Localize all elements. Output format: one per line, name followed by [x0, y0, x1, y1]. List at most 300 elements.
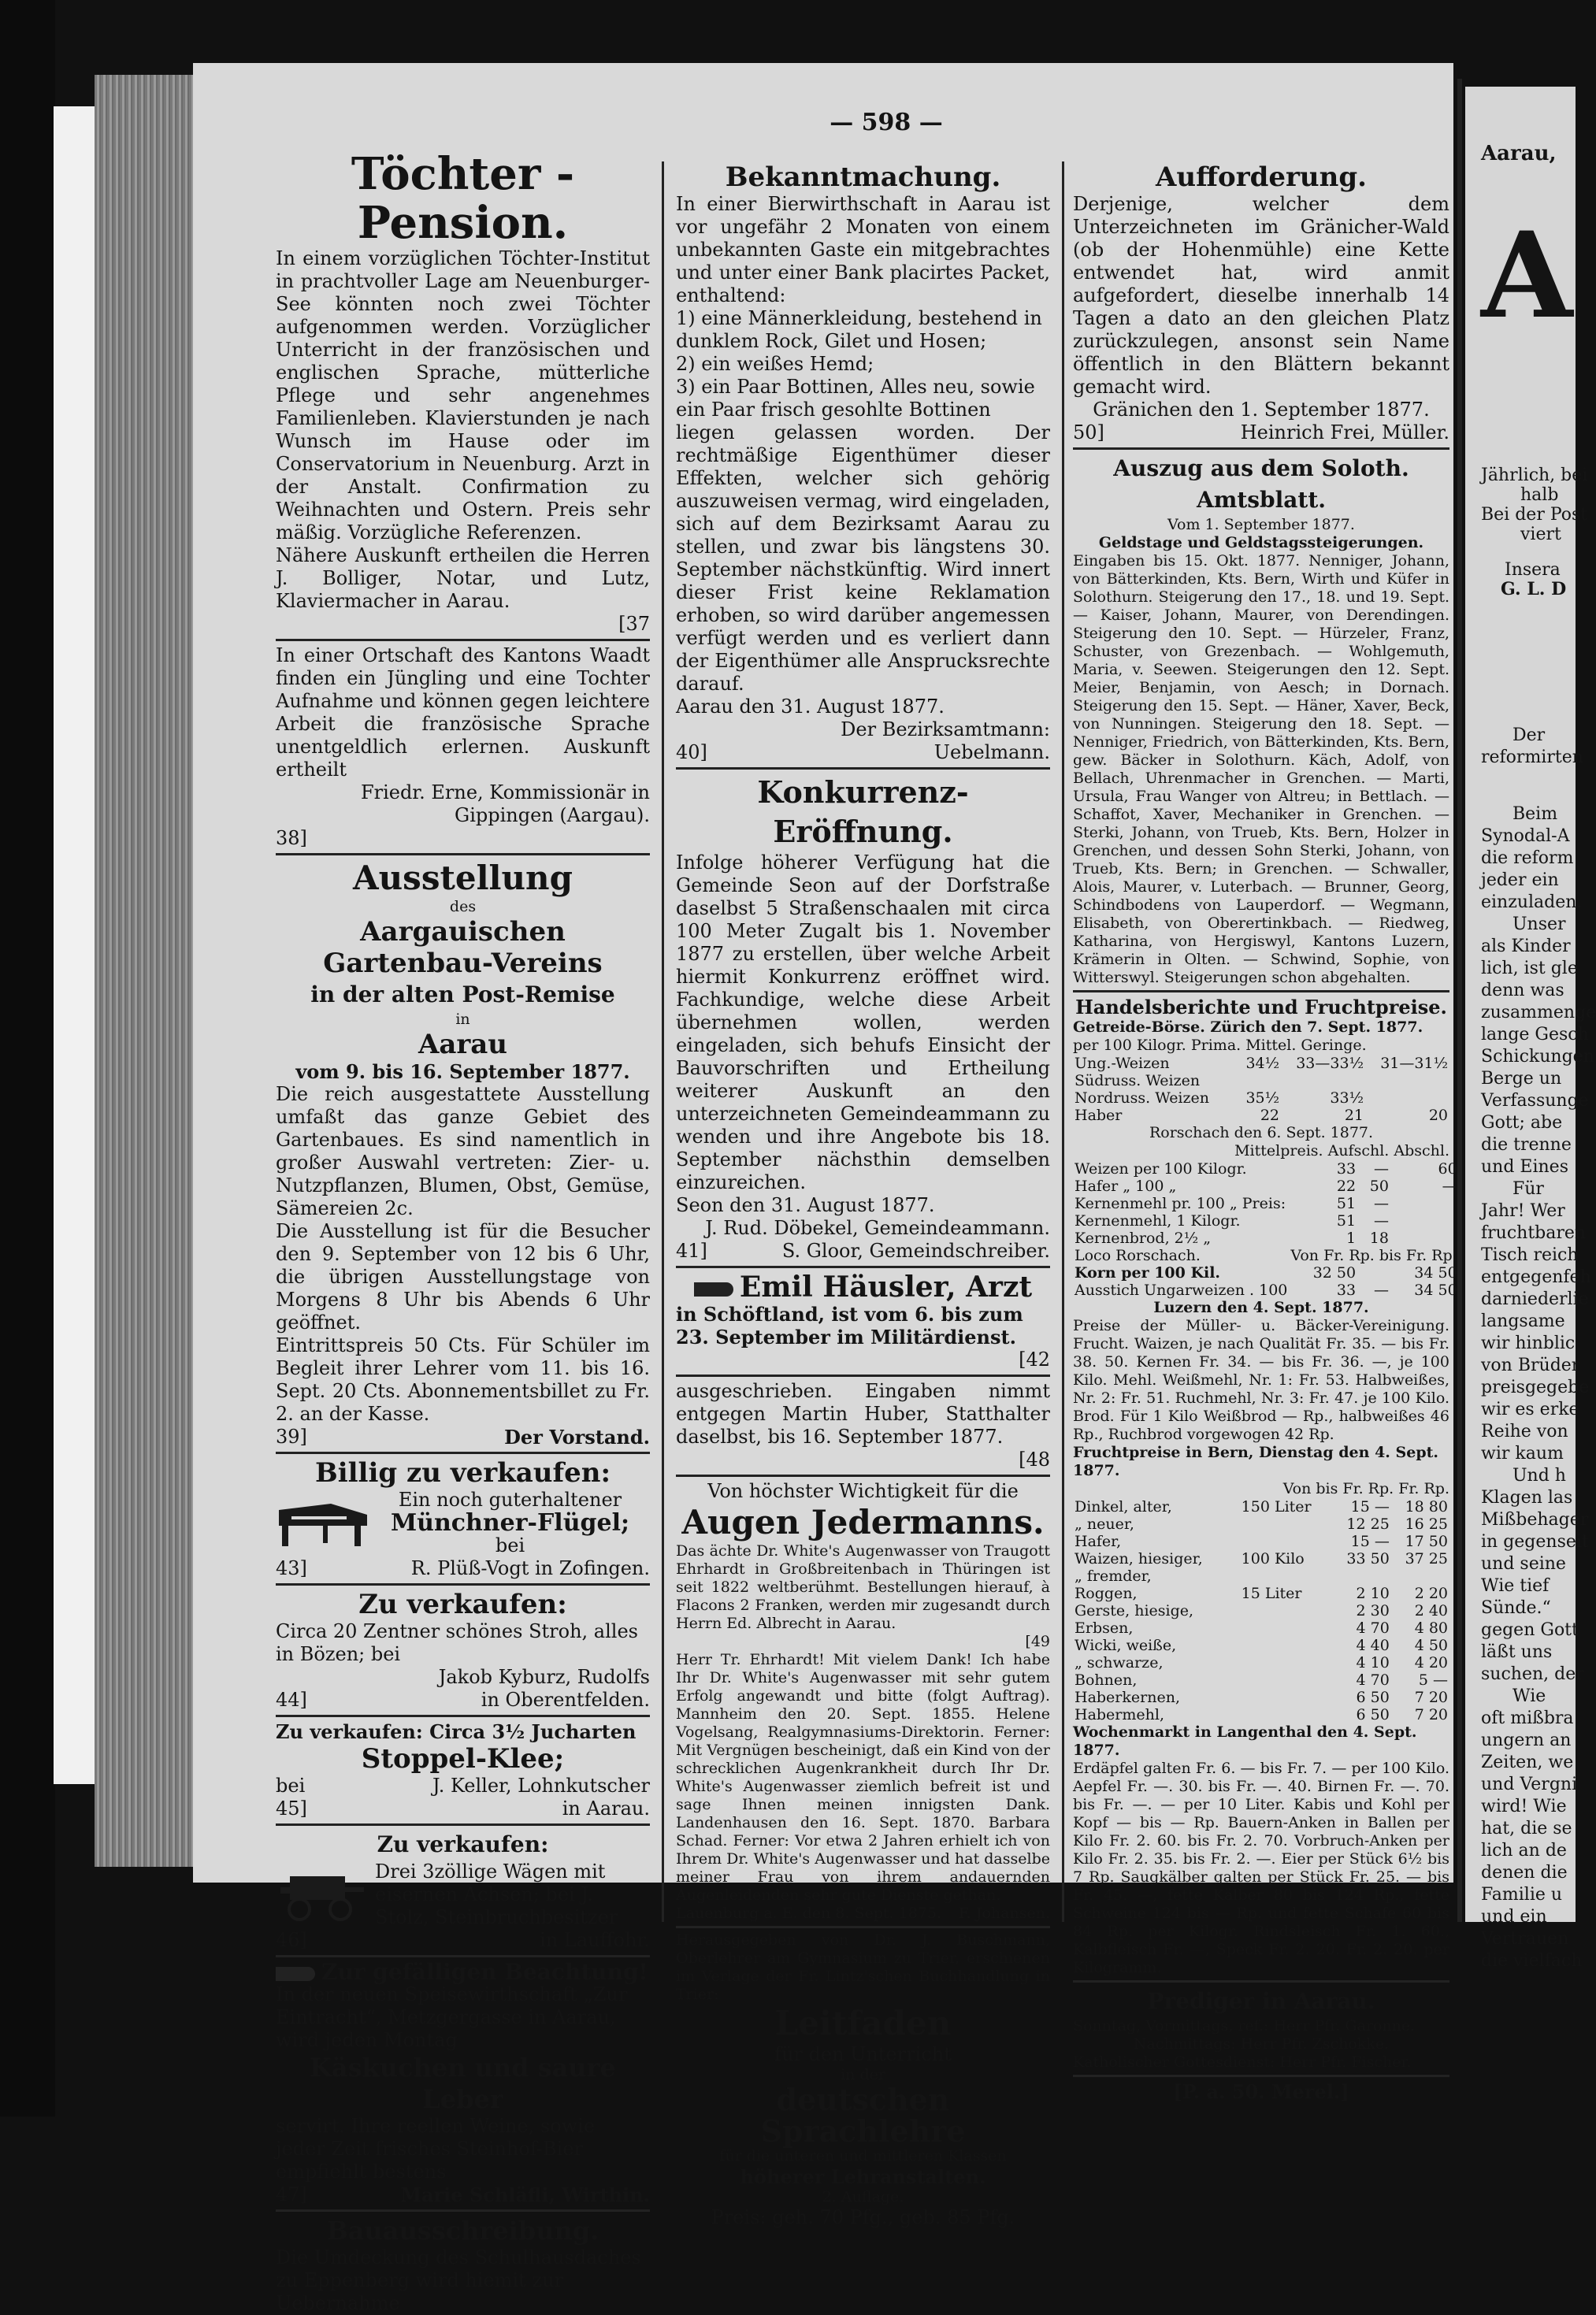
table-cell: [1240, 1706, 1333, 1723]
table-cell: Gerste, hiesige,: [1075, 1602, 1194, 1619]
ausstellung-ort: in der alten Post-Remise: [310, 981, 615, 1007]
table-cell: 150 Liter: [1241, 1498, 1312, 1516]
augen-signature-name: F. Johansen.: [958, 1905, 1050, 1922]
table-cell: [1357, 1264, 1390, 1282]
table-cell: 7 20: [1414, 1689, 1448, 1706]
table-cell: 2 10: [1356, 1585, 1390, 1602]
facing-line: Berge un: [1481, 1069, 1562, 1089]
table-cell: 18: [1369, 1230, 1389, 1247]
fluegel-line-1: Ein noch guterhaltener: [398, 1489, 622, 1511]
konkurrenz-signature-2: S. Gloor, Gemeindschreiber.: [781, 1240, 1050, 1262]
bau-body: Die Umdeckung des Schulhausdaches zu Eppenberg wird hiemit zur Uebernahme: [276, 2246, 641, 2314]
table-cell: Erbsen,: [1075, 1619, 1134, 1637]
facing-line: zusammenge: [1481, 1003, 1596, 1022]
luzern-body: Preise der Müller- u. Bäcker-Vereinigung. Frucht. Waizen, je nach Qualität Fr. 35. — bis Fr. 38. 50. Kernen Fr. 34. — bis Fr. 36. —, je 100 Kilo. Mehl. Weißmehl, Nr. 1: Fr. 53. Halbweißes, Nr. 2: Fr. 51. Ruchmehl, Nr. 3: Fr. 47. je 100 Kilo. Brod. Für 1 Kilo Weißbrod — Rp., halbweißes 46 Rp., Ruchbrod vorgewogen 42 Rp.: [1073, 1317, 1449, 1443]
table-cell: 2 30: [1356, 1602, 1390, 1619]
bekannt-item-2: 2) ein weißes Hemd;: [676, 353, 874, 375]
facing-line: Jahr! Wer: [1481, 1201, 1565, 1221]
table-cell: „ neuer,: [1075, 1516, 1134, 1533]
table-cell: Bohnen,: [1075, 1671, 1138, 1689]
fluegel-line-2: Münchner-Flügel;: [390, 1509, 630, 1537]
rule: [1073, 2075, 1449, 2077]
facing-masthead-letter: A: [1481, 206, 1573, 345]
augen-pre: Von höchster Wichtigkeit für die: [707, 1480, 1019, 1502]
table-row: [1073, 1160, 1459, 1178]
stroh-signature-2: in Oberentfelden.: [481, 1689, 650, 1711]
facing-line: Jährlich, bei: [1481, 466, 1588, 485]
table-cell: Ausstich Ungarweizen . 100: [1075, 1282, 1288, 1299]
aufforderung-number: 50]: [1073, 421, 1104, 443]
speisewirth-title: Zur gefälligen Beachtung!: [321, 1959, 648, 1985]
table-cell: 5 —: [1418, 1671, 1448, 1689]
table-cell: 37 25: [1405, 1550, 1448, 1567]
facing-line: denn was: [1481, 981, 1564, 1000]
rule: [276, 853, 650, 855]
table-cell: 33 50: [1346, 1550, 1390, 1567]
page-stack-edge: [95, 75, 197, 1867]
table-cell: Hafer,: [1075, 1533, 1122, 1550]
table-cell: 22: [1260, 1107, 1280, 1124]
bekannt-title: Bekanntmachung.: [725, 161, 1001, 193]
leitfaden-line-2: in der: [841, 2066, 885, 2083]
facing-line: und Vergni: [1481, 1775, 1578, 1794]
table-row: [1073, 1195, 1459, 1212]
facing-line: wir es erke: [1481, 1400, 1579, 1419]
facing-line: die reform: [1481, 848, 1574, 868]
wagen-title: Zu verkaufen:: [377, 1831, 549, 1857]
facing-line: und Eines: [1481, 1157, 1568, 1177]
stroh-number: 44]: [276, 1689, 307, 1711]
table-cell: 15 Liter: [1241, 1585, 1302, 1602]
facing-line: ungern an: [1481, 1731, 1572, 1750]
table-cell: 15 —: [1350, 1533, 1390, 1550]
facing-line: die trenne: [1481, 1135, 1572, 1155]
stroh-title: Zu verkaufen:: [358, 1589, 567, 1620]
table-cell: Habermehl,: [1075, 1706, 1164, 1723]
amtsblatt-section: Geldstage und Geldstagssteigerungen.: [1098, 534, 1424, 551]
handel-title: Handelsberichte und Fruchtpreise.: [1075, 996, 1447, 1018]
table-cell: 33: [1336, 1282, 1357, 1299]
bekannt-office: Der Bezirksamtmann:: [841, 718, 1050, 740]
table-cell: 1: [1346, 1230, 1357, 1247]
facing-line: Und h: [1512, 1466, 1566, 1486]
fluegel-signature: R. Plüß-Vogt in Zofingen.: [410, 1557, 650, 1579]
aufforderung-body: Derjenige, welcher dem Unterzeichneten im Gränicher-Wald (ob der Hohenmühle) eine Kette entwendet hat, wird anmit aufgefordert, dieselbe innerhalb 14 Tagen a dato an den gleichen Platz zurückzulegen, ansonst sein Name öffentlich in den Blättern bekannt gemacht wird.: [1073, 193, 1449, 398]
facing-line: suchen, der: [1481, 1664, 1584, 1684]
column-rule-2: [1062, 161, 1064, 1922]
facing-line: Familie u: [1481, 1885, 1563, 1905]
table-cell: Ung.-Weizen: [1075, 1055, 1170, 1072]
facing-line: denen die: [1481, 1863, 1568, 1883]
table-cell: [1240, 1654, 1333, 1671]
book-binding-edge: [0, 0, 55, 2117]
stoppel-number: 45]: [276, 1797, 307, 1820]
column-rule-1: [662, 161, 664, 1922]
luzern-head: Luzern den 4. Sept. 1877.: [1153, 1299, 1369, 1316]
fluegel-number: 43]: [276, 1557, 307, 1579]
carriage-icon: [276, 1868, 369, 1922]
boerse-table: [1073, 1055, 1449, 1124]
facing-line: Tisch reich: [1481, 1245, 1579, 1265]
leitfaden-subject: deutschen Sprachlehre: [760, 2082, 966, 2149]
table-cell: 2 20: [1414, 1585, 1448, 1602]
facing-line: lich an de: [1481, 1841, 1567, 1861]
stoppel-title: Stoppel-Klee;: [361, 1743, 565, 1775]
amtsblatt-title: Auszug aus dem Soloth. Amtsblatt.: [1113, 455, 1409, 513]
facing-line: Schickungen: [1481, 1047, 1594, 1067]
wagen-body: Drei 3zöllige Wägen mit eisernen Achsen; bei J. Stolz, Steinbruchbesitzer: [375, 1861, 618, 1928]
bekannt-signature: Uebelmann.: [933, 741, 1050, 763]
facing-line: Verfassunge: [1481, 1091, 1589, 1111]
table-cell: [1391, 1567, 1449, 1585]
prediger-line-3: Katholischer Gottesdienst: Herr Pfr. Fischer.: [1073, 2053, 1412, 2071]
facing-line: gegen Gott: [1481, 1620, 1579, 1640]
facing-line: Insera: [1505, 560, 1561, 580]
augen-signature-place: Lauenburg a. E. den 8. Sept. 1875.: [676, 1905, 942, 1922]
stroh-signature-1: Jakob Kyburz, Rudolfs: [438, 1666, 650, 1688]
column-2: [676, 161, 1050, 2229]
table-row: [1073, 1689, 1449, 1706]
bekannt-body-2: liegen gelassen worden. Der rechtmäßige Eigenthümer dieser Effekten, welcher sich gehörig auszuweisen vermag, wird eingeladen, sich auf dem Bezirksamt Aarau zu stellen, und zwar bis längstens 30. September nächstkünftig. Wird innert dieser Frist keine Reklamation erhoben, so wird darüber angemessen verfügt werden und es verliert dann der Eigenthümer alle Ansprucksrechte darauf.: [676, 421, 1050, 695]
rule: [676, 1375, 1050, 1377]
prediger-line-1: Sonntag, Vormittags, ref.: Herr Pfr. Garonne.: [1073, 2017, 1416, 2035]
table-cell: 4 80: [1414, 1619, 1448, 1637]
table-cell: Kernenmehl pr. 100 „ Preis:: [1075, 1195, 1286, 1212]
facing-line: Reihe von: [1481, 1422, 1568, 1441]
table-cell: „ fremder,: [1075, 1567, 1152, 1585]
table-cell: 35½: [1245, 1089, 1280, 1107]
facing-line: wir kaum: [1481, 1444, 1564, 1464]
page-gutter: [1457, 79, 1462, 1922]
facing-line: G. L. D: [1501, 579, 1567, 599]
table-row: [1073, 1516, 1449, 1533]
table-cell: Nordruss. Weizen: [1075, 1089, 1209, 1107]
table-row: [1073, 1585, 1449, 1602]
facing-line: Vertrauen: [1481, 1929, 1569, 1949]
table-cell: [1365, 1072, 1449, 1089]
konkurrenz-body: Infolge höherer Verfügung hat die Gemeinde Seon auf der Dorfstraße daselbst 5 Straßenschaalen mit circa 100 Meter Zugalt bis 1. November 1877 zu erstellen, über welche Arbeit hiermit Konkurrenz eröffnet wird. Fachkundige, welche diese Arbeit übernehmen wollen, werden eingeladen, sich behufs Einsicht der Bauvorschriften und Ertheilung weiterer Auskunft an den unterzeichneten Gemeindeammann zu wenden und ihre Angebote bis 18. September nächsthin demselben einzureichen.: [676, 851, 1050, 1193]
amtsblatt-date: Vom 1. September 1877.: [1167, 516, 1355, 533]
table-cell: [1390, 1212, 1459, 1230]
ausstellung-body-3: Eintrittspreis 50 Cts. Für Schüler im Begleit ihrer Lehrer vom 11. bis 16. Sept. 20 Cts. Abonnementsbillet zu Fr. 2. an der Kasse.: [276, 1334, 650, 1425]
table-cell: [1240, 1637, 1333, 1654]
column-1: [276, 150, 650, 2315]
wagen-signature: in Lauffohr.: [540, 1929, 650, 1951]
table-cell: [1240, 1671, 1333, 1689]
table-row: [1073, 1533, 1449, 1550]
table-cell: 31—31½: [1380, 1055, 1448, 1072]
rule: [1073, 447, 1449, 450]
bern-table: [1073, 1498, 1449, 1723]
facing-line: Aarau,: [1481, 142, 1557, 165]
facing-line: wir hinblic: [1481, 1334, 1576, 1353]
table-cell: [1365, 1089, 1449, 1107]
facing-line: preisgegebe: [1481, 1378, 1590, 1397]
table-cell: Wicki, weiße,: [1075, 1637, 1177, 1654]
table-cell: [1281, 1072, 1365, 1089]
table-cell: 6 50: [1356, 1689, 1390, 1706]
table-cell: Hafer „ 100 „: [1075, 1178, 1177, 1195]
rorschach-head: Rorschach den 6. Sept. 1877.: [1149, 1124, 1374, 1141]
table-cell: 50: [1369, 1178, 1389, 1195]
table-cell: 4 70: [1356, 1671, 1390, 1689]
ausstellung-signature-row: [276, 1426, 650, 1449]
ausstellung-dates: vom 9. bis 16. September 1877.: [295, 1060, 630, 1083]
table-row: [1073, 1089, 1449, 1107]
speisewirth-signature-row: [276, 2183, 650, 2206]
facing-line: läßt uns: [1481, 1642, 1553, 1662]
table-cell: Roggen,: [1075, 1585, 1138, 1602]
facing-line: Zeiten, we: [1481, 1753, 1574, 1772]
juengling-signature: Friedr. Erne, Kommissionär in Gippingen (Aargau).: [360, 781, 650, 826]
rorschach-table: [1073, 1160, 1459, 1299]
table-row: [1073, 1706, 1449, 1723]
table-row: [1073, 1264, 1459, 1282]
fluegel-ad: [276, 1489, 650, 1557]
table-cell: Loco Rorschach.: [1075, 1247, 1201, 1264]
fluegel-bei: bei: [495, 1534, 525, 1556]
facing-line: Bei der Post: [1481, 505, 1588, 525]
konkurrenz-date: Seon den 31. August 1877.: [676, 1194, 935, 1216]
facing-line: fruchtbaren: [1481, 1223, 1587, 1243]
facing-line: Wie tief: [1481, 1576, 1550, 1596]
facing-line: einzuladen.: [1481, 892, 1583, 912]
pointing-hand-icon: [694, 1282, 733, 1297]
aufforderung-signature-row: [1073, 421, 1449, 444]
rule: [276, 639, 650, 641]
stoppel-signature-2: in Aarau.: [562, 1797, 650, 1820]
ausstellung-number: 39]: [276, 1426, 307, 1448]
wagen-number: 46]: [276, 1929, 307, 1951]
bau-title: Bauausschreibung.: [326, 2216, 599, 2246]
table-cell: [1390, 1230, 1459, 1247]
pension-number: [37: [618, 613, 650, 635]
facing-line: darniederlie: [1481, 1289, 1589, 1309]
table-row: [1073, 1637, 1449, 1654]
ausstellung-body-1: Die reich ausgestattete Ausstellung umfaßt das ganze Gebiet des Gartenbaues. Es sind namentlich in großer Auswahl vertreten: Zier- u. Nutzpflanzen, Blumen, Obst, Gemüse, Sämereien 2c.: [276, 1083, 650, 1219]
table-cell: 60: [1438, 1160, 1457, 1178]
bekannt-date: Aarau den 31. August 1877.: [676, 696, 945, 718]
facing-line: hat, die se: [1481, 1819, 1572, 1838]
pension-body: In einem vorzüglichen Töchter-Institut in prachtvoller Lage am Neuenburger-See könnten noch zwei Töchter aufgenommen werden. Vorzüglicher Unterricht in der französischen und englischen Sprache, mütterliche Pflege und sehr angenehmes Familienleben. Klavierstunden je nach Wunsch im Hause oder im Conservatorium in Neuenburg. Arzt in der Anstalt. Confirmation zu Weihnachten und Ostern. Preis sehr mäßig. Vorzügliche Referenzen.: [276, 247, 650, 544]
table-row: [1073, 1230, 1459, 1247]
martin-number: [48: [1019, 1449, 1050, 1471]
rule: [1073, 990, 1449, 992]
bekannt-item-1: 1) eine Männerkleidung, bestehend in dunklem Rock, Gilet und Hosen;: [676, 307, 1042, 352]
speisewirth-dish: Käskuchen und saure Leber: [310, 2053, 616, 2114]
facing-line: jeder ein: [1481, 870, 1559, 890]
facing-line: langsame: [1481, 1311, 1565, 1331]
table-cell: Kernenmehl, 1 Kilogr.: [1075, 1212, 1241, 1230]
aufforderung-signature: Heinrich Frei, Müller.: [1240, 421, 1449, 443]
augen-title: Augen Jedermanns.: [681, 1503, 1045, 1541]
rule: [276, 2209, 650, 2212]
facing-line: halb: [1520, 485, 1559, 505]
speisewirth-title-row: [276, 1961, 650, 1983]
juengling-number: 38]: [276, 827, 307, 849]
leitfaden-line-4: höherer Lehranstalten.: [740, 2165, 986, 2188]
boerse-head: Getreide-Börse. Zürich den 7. Sept. 1877.: [1073, 1018, 1423, 1036]
konkurrenz-number: 41]: [676, 1240, 707, 1262]
paper-strip: [54, 106, 98, 1784]
table-cell: Südruss. Weizen: [1075, 1072, 1201, 1089]
column-3: [1073, 161, 1457, 2103]
table-cell: —: [1442, 1178, 1457, 1195]
leitfaden-line-3: für die unteren und mittleren Klassen: [719, 2147, 1007, 2165]
facing-line: in gegenseit: [1481, 1532, 1589, 1552]
table-cell: 51: [1336, 1212, 1357, 1230]
table-cell: 33—33½: [1296, 1055, 1364, 1072]
table-cell: —: [1373, 1212, 1389, 1230]
pointing-hand-icon: [276, 1967, 315, 1981]
table-cell: 34 50: [1414, 1264, 1457, 1282]
rule: [276, 1715, 650, 1717]
ausstellung-city: Aarau: [418, 1029, 508, 1060]
facing-line: Für: [1512, 1179, 1544, 1199]
fluegel-signature-row: [276, 1557, 650, 1580]
table-cell: 6 50: [1356, 1706, 1390, 1723]
facing-line: die vielfach: [1481, 1951, 1583, 1971]
leitfaden-edition: 2. Auflage.: [822, 2188, 904, 2206]
leitfaden-line-1: für den Unterricht: [774, 2043, 952, 2065]
table-row: [1073, 1602, 1449, 1619]
bekannt-item-3: 3) ein Paar Bottinen, Alles neu, sowie ein Paar frisch gesohlte Bottinen: [676, 376, 1035, 421]
table-cell: —: [1373, 1160, 1389, 1178]
prediger-line-2: Nachmittags: Herr Pfr. Zschokke.: [1133, 2035, 1390, 2053]
table-cell: 20: [1428, 1107, 1448, 1124]
prediger-title: Prediger in Aarau.: [1147, 1988, 1375, 2014]
table-cell: 21: [1344, 1107, 1364, 1124]
rule: [676, 1926, 1050, 1928]
table-cell: Waizen, hiesiger,: [1075, 1550, 1203, 1567]
rorschach-sub: Mittelpreis. Aufschl. Abschl.: [1234, 1142, 1449, 1159]
facing-line: viert: [1520, 525, 1561, 544]
table-cell: 4 70: [1356, 1619, 1390, 1637]
table-cell: [1240, 1567, 1333, 1585]
bern-sub: Von bis Fr. Rp. Fr. Rp.: [1282, 1480, 1449, 1497]
table-row: [1073, 1654, 1449, 1671]
piano-icon: [276, 1499, 370, 1548]
table-cell: —: [1373, 1282, 1389, 1299]
table-cell: —: [1373, 1195, 1389, 1212]
rule: [276, 1452, 650, 1454]
table-cell: Kernenbrod, 2½ „: [1075, 1230, 1212, 1247]
table-cell: 18 80: [1405, 1498, 1448, 1516]
facing-line: Unser: [1512, 914, 1566, 934]
table-cell: 4 40: [1356, 1637, 1390, 1654]
table-row: [1073, 1072, 1449, 1089]
aufforderung-title: Aufforderung.: [1156, 161, 1367, 193]
stoppel-bei: bei: [276, 1775, 306, 1797]
facing-line: wird! Wie: [1481, 1797, 1567, 1816]
table-row: [1073, 1212, 1459, 1230]
konkurrenz-signature-1: J. Rud. Döbekel, Gemeindeammann.: [705, 1217, 1050, 1239]
table-cell: [1240, 1516, 1333, 1533]
table-row: [1073, 1498, 1449, 1516]
augen-body: Das ächte Dr. White's Augenwasser von Traugott Ehrhardt in Großbreitenbach in Thüringen ist seit 1822 weltberühmt. Bestellungen hierauf, à Flacons 2 Franken, werden mir zugesandt durch Herrn Ed. Albrecht in Aarau.: [676, 1542, 1050, 1632]
table-cell: [1240, 1602, 1333, 1619]
bern-head: Fruchtpreise in Bern, Dienstag den 4. Sept. 1877.: [1073, 1444, 1439, 1479]
rule: [676, 1475, 1050, 1477]
facing-line: und ein: [1481, 1907, 1547, 1927]
table-cell: 4 50: [1414, 1637, 1448, 1654]
fluegel-title: Billig zu verkaufen:: [314, 1457, 611, 1489]
table-cell: 4 10: [1356, 1654, 1390, 1671]
augen-number: [49: [1025, 1633, 1050, 1650]
bekannt-body-1: In einer Bierwirthschaft in Aarau ist vor ungefähr 2 Monaten von einem unbekannten Gaste ein mitgebrachtes und unter einer Bank placirtes Packet, enthaltend:: [676, 193, 1050, 306]
table-cell: 33: [1336, 1160, 1357, 1178]
leitfaden-title: Leitfaden: [774, 2004, 952, 2042]
stoppel-signature-row-2: [276, 1797, 650, 1820]
wagen-ad: [276, 1861, 650, 1929]
table-row: [1073, 1055, 1449, 1072]
ausstellung-verein: Aargauischen Gartenbau-Vereins: [323, 916, 603, 979]
table-cell: 4 20: [1414, 1654, 1448, 1671]
page-number: — 598 —: [830, 109, 943, 136]
facing-line: Mißbehager: [1481, 1510, 1589, 1530]
arzt-body: in Schöftland, ist vom 6. bis zum 23. September im Militärdienst.: [676, 1303, 1023, 1349]
ausstellung-signature: Der Vorstand.: [504, 1426, 650, 1449]
pension-title: Töchter - Pension.: [351, 148, 575, 249]
langenthal-head: Wochenmarkt in Langenthal den 4. Sept. 1877.: [1073, 1723, 1417, 1759]
rule: [1073, 1980, 1449, 1983]
juengling-body: In einer Ortschaft des Kantons Waadt finden ein Jüngling und eine Tochter Aufnahme und können gegen leichtere Arbeit die französische Sprache unentgeldlich erlernen. Auskunft ertheilt: [276, 644, 650, 781]
martin-body: ausgeschrieben. Eingaben nimmt entgegen Martin Huber, Statthalter daselbst, bis 16. September 1877.: [676, 1380, 1050, 1448]
ausstellung-title: Ausstellung: [353, 859, 573, 897]
facing-line: lich, ist gle: [1481, 959, 1578, 978]
augen-signature-row: [676, 1905, 1050, 1923]
table-row: [1073, 1247, 1459, 1264]
table-cell: 16 25: [1405, 1516, 1448, 1533]
speisewirth-body-2: servirt. Ihre reellen Weine, sowie jeder Zeit frisches Steinhof-Bier empfiehlt bestens: [276, 2115, 596, 2183]
table-cell: 51: [1336, 1195, 1357, 1212]
table-cell: [1390, 1195, 1459, 1212]
konkurrenz-title: Konkurrenz-Eröffnung.: [757, 774, 969, 849]
table-cell: [1333, 1567, 1391, 1585]
table-cell: 12 25: [1346, 1516, 1390, 1533]
ausstellung-body-2: Die Ausstellung ist für die Besucher den 9. September von 12 bis 6 Uhr, die übrigen Ausstellungstage von Morgens 8 Uhr bis Abends 6 Uhr geöffnet.: [276, 1220, 650, 1334]
stoppel-signature-1: J. Keller, Lohnkutscher: [432, 1775, 650, 1797]
arzt-title: Emil Häusler, Arzt: [739, 1271, 1033, 1304]
speisewirth-number: 47]: [276, 2183, 307, 2206]
pension-contact: Nähere Auskunft ertheilen die Herren J. Bolliger, Notar, und Lutz, Klaviermacher in Aarau.: [276, 544, 650, 612]
table-cell: 100 Kilo: [1241, 1550, 1305, 1567]
table-row: [1073, 1671, 1449, 1689]
stoppel-signature-row: [276, 1775, 650, 1797]
facing-page: [1465, 87, 1596, 1971]
table-cell: [1240, 1689, 1333, 1706]
facing-line: entgegenfeh: [1481, 1267, 1591, 1287]
table-cell: 32 50: [1312, 1264, 1357, 1282]
wagen-signature-row: [276, 1929, 650, 1952]
table-cell: 15 —: [1350, 1498, 1390, 1516]
arzt-number: [42: [1019, 1349, 1050, 1371]
table-row: [1073, 1107, 1449, 1124]
table-cell: [1240, 1533, 1333, 1550]
facing-line: lange Gesch: [1481, 1025, 1589, 1044]
rule: [276, 1955, 650, 1957]
facing-line: Klagen las: [1481, 1488, 1573, 1508]
stroh-body: Circa 20 Zentner schönes Stroh, alles in Bözen; bei: [276, 1620, 638, 1665]
rule: [676, 767, 1050, 770]
table-row: [1073, 1619, 1449, 1637]
facing-line: Der: [1512, 725, 1546, 745]
facing-line: reformirten: [1481, 748, 1583, 767]
table-cell: 17 50: [1405, 1533, 1448, 1550]
facing-line: oft mißbra: [1481, 1708, 1574, 1728]
langenthal-body: Erdäpfel galten Fr. 6. — bis Fr. 7. — per 100 Kilo. Aepfel Fr. —. 30. bis Fr. —. 40. Birnen Fr. —. 70. bis Fr. —. — per 10 Liter. Kabis und Kohl per Kopf — bis — Rp. Bauern-Anken in Ballen per Kilo Fr. 2. 60. bis Fr. 2. 70. Vorbruch-Anken per Kilo Fr. 2. 35. bis Fr. 2. —. Eier per Stück 6½ bis 7 Rp. Saugkälber galten per Stück Fr. 25. — bis Fr. 45. —, fette Kälber 80 bis 124 Rp., fette Schweine 124 bis — Rp. und fette Schafe 60 bis 84 Rp. per Kilogr. Rindsleisch Fr. 1. 60., Kalbfleisch Fr. —, Speck Fr. 2. 20. Fr. 2. 20. per Kilogramm.: [1073, 1760, 1449, 1976]
konkurrenz-signature-row: [676, 1240, 1050, 1263]
